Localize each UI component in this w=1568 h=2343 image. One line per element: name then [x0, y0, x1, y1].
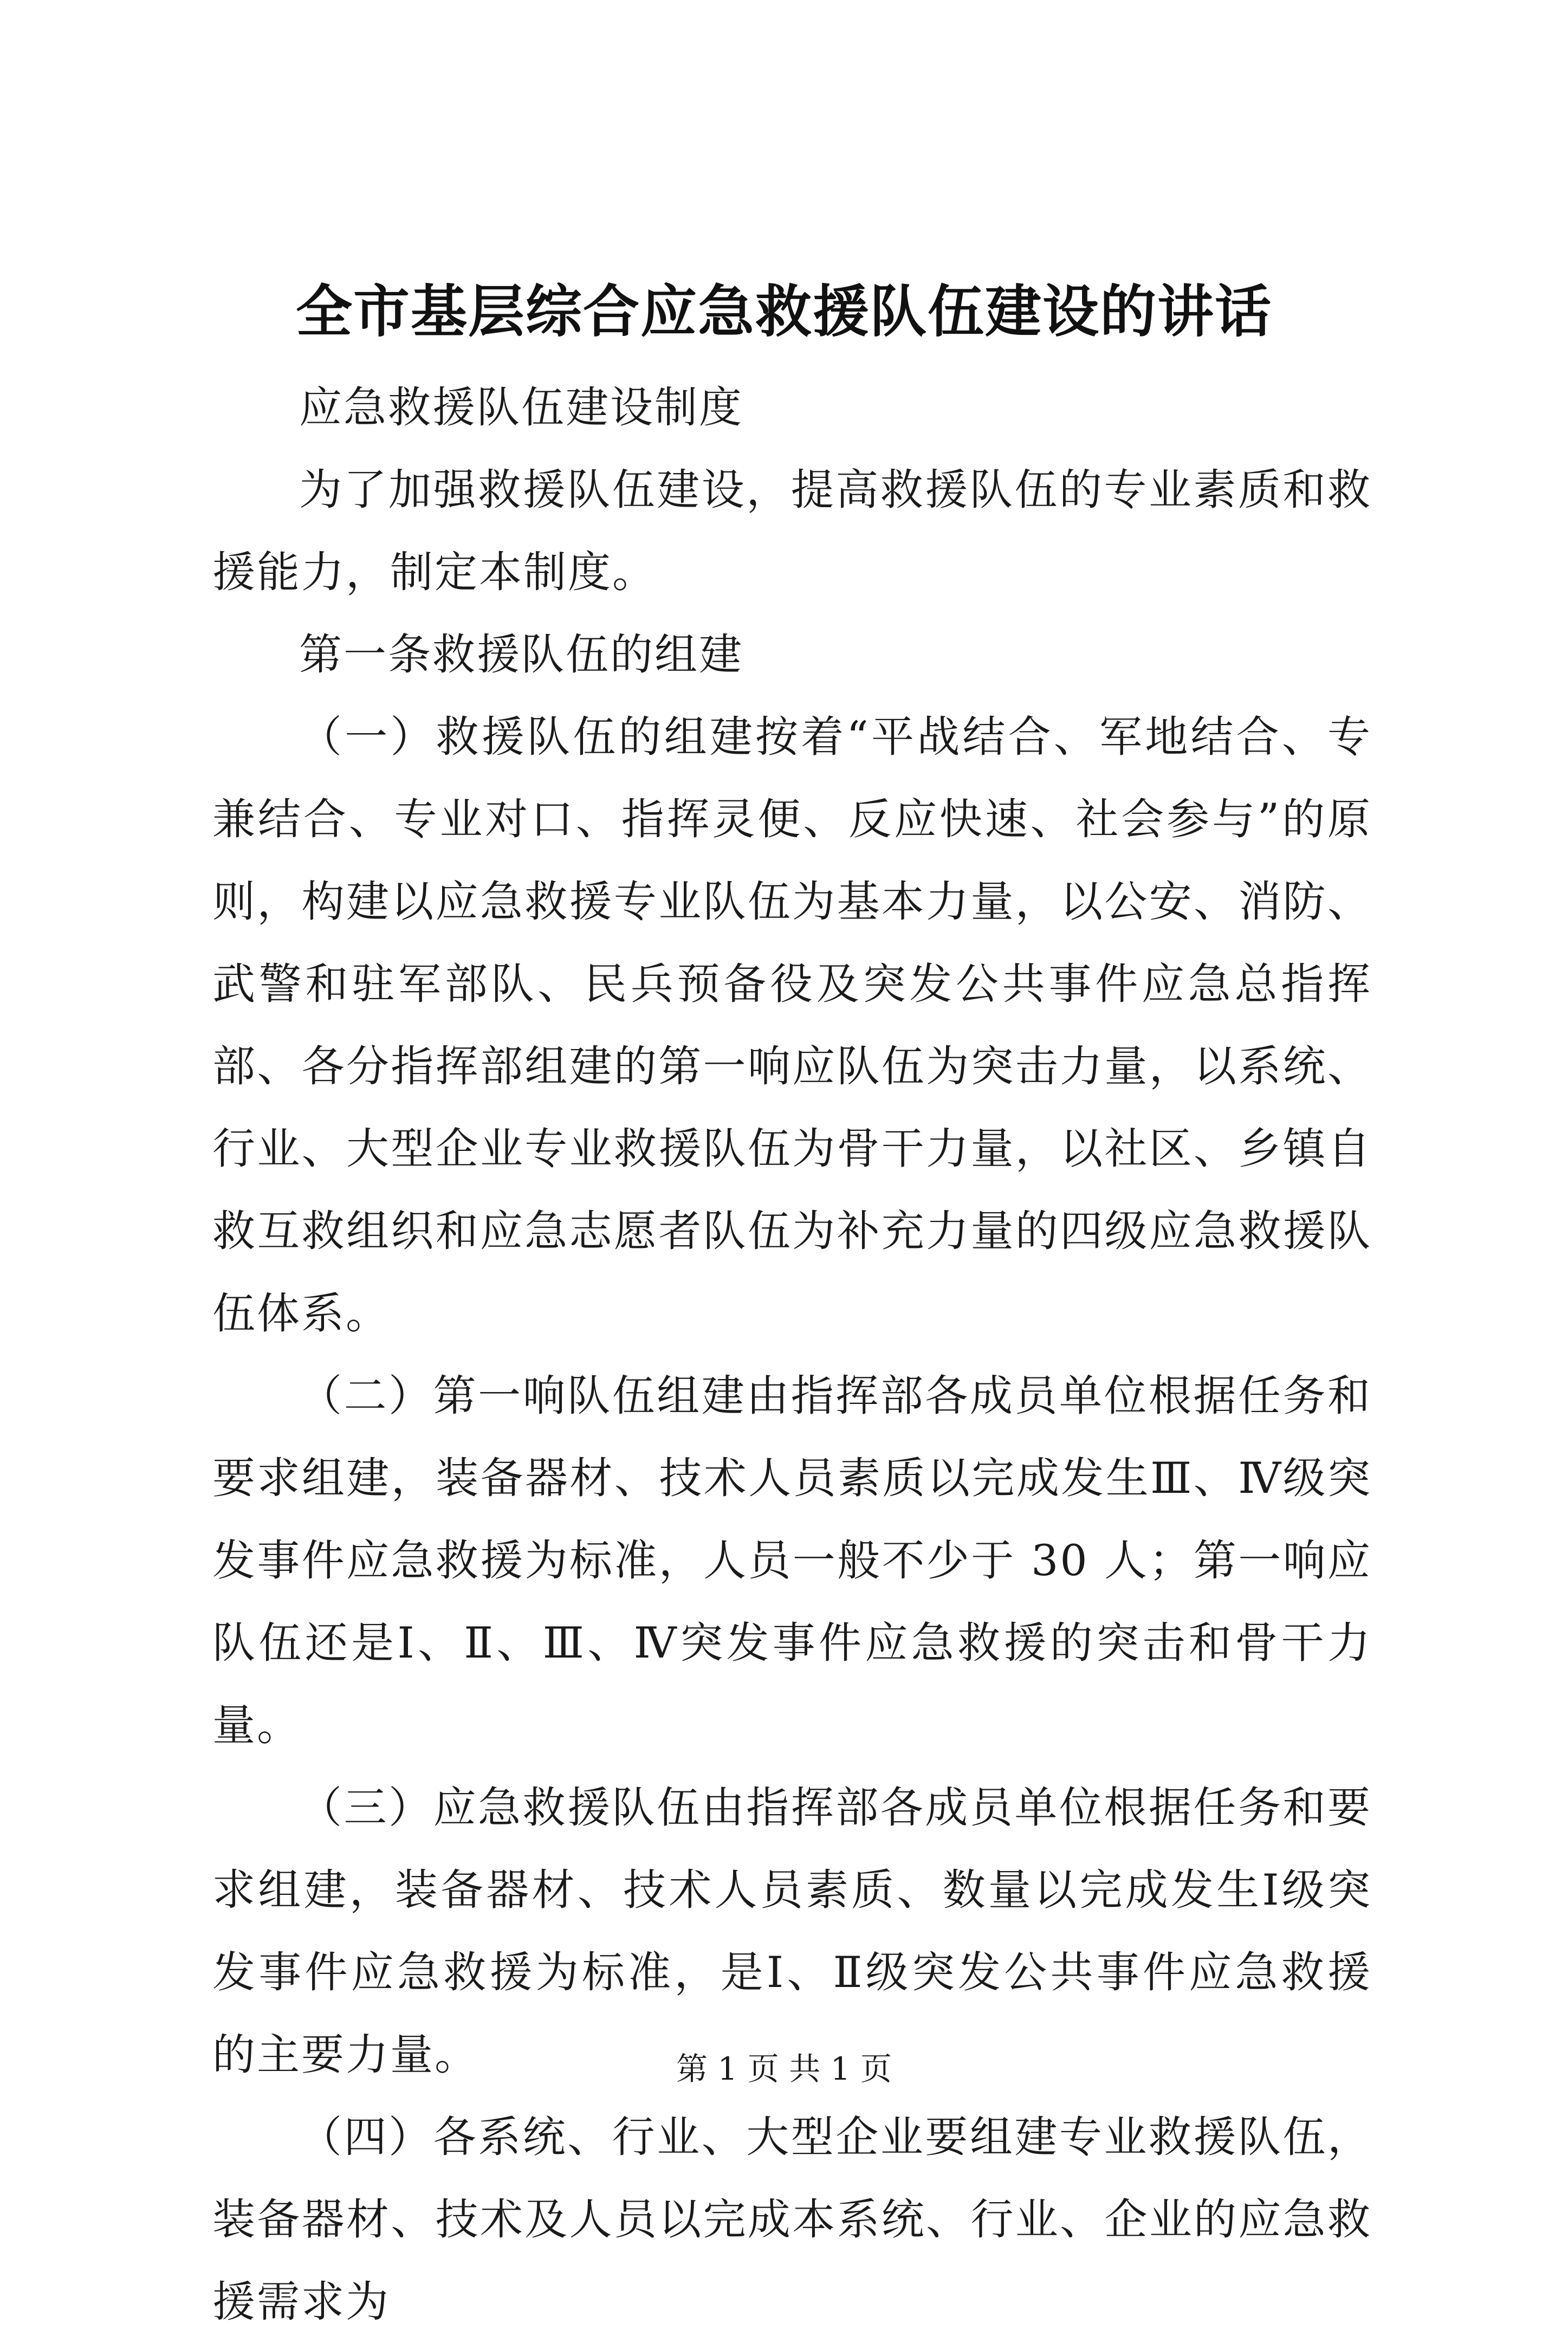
document-body — [212, 366, 1372, 2343]
paragraph-intro: 为了加强救援队伍建设，提高救援队伍的专业素质和救援能力，制定本制度。 — [212, 465, 1372, 597]
document-title: 全市基层综合应急救援队伍建设的讲话 — [295, 278, 1272, 345]
paragraph-clause-1: （一）救援队伍的组建按着“平战结合、军地结合、专兼结合、专业对口、指挥灵便、反应快速、社会参与”的原则，构建以应急救援专业队伍为基本力量，以公安、消防、武警和驻军部队、民兵预备役及突发公共事件应急总指挥部、各分指挥部组建的第一响应队伍为突击力量，以系统、行业、大型企业专业救援队伍为骨干力量，以社区、乡镇自救互救组织和应急志愿者队伍为补充力量的四级应急救援队伍体系。 — [212, 712, 1372, 1338]
paragraph-clause-2: （二）第一响队伍组建由指挥部各成员单位根据任务和要求组建，装备器材、技术人员素质以完成发生Ⅲ、Ⅳ级突发事件应急救援为标准，人员一般不少于 30 人；第一响应队伍还是Ⅰ、Ⅱ、Ⅲ、Ⅳ突发事件应急救援的突击和骨干力量。 — [212, 1371, 1372, 1750]
page-footer: 第 1 页 共 1 页 — [676, 2050, 892, 2087]
paragraph-clause-4: （四）各系统、行业、大型企业要组建专业救援队伍，装备器材、技术及人员以完成本系统、行业、企业的应急救援需求为 — [212, 2112, 1372, 2327]
paragraph-subtitle: 应急救援队伍建设制度 — [299, 383, 743, 432]
paragraph-clause-3: （三）应急救援队伍由指挥部各成员单位根据任务和要求组建，装备器材、技术人员素质、数量以完成发生Ⅰ级突发事件应急救援为标准，是Ⅰ、Ⅱ级突发公共事件应急救援的主要力量。 — [212, 1783, 1372, 2080]
paragraph-article-1-heading: 第一条救援队伍的组建 — [299, 630, 743, 679]
